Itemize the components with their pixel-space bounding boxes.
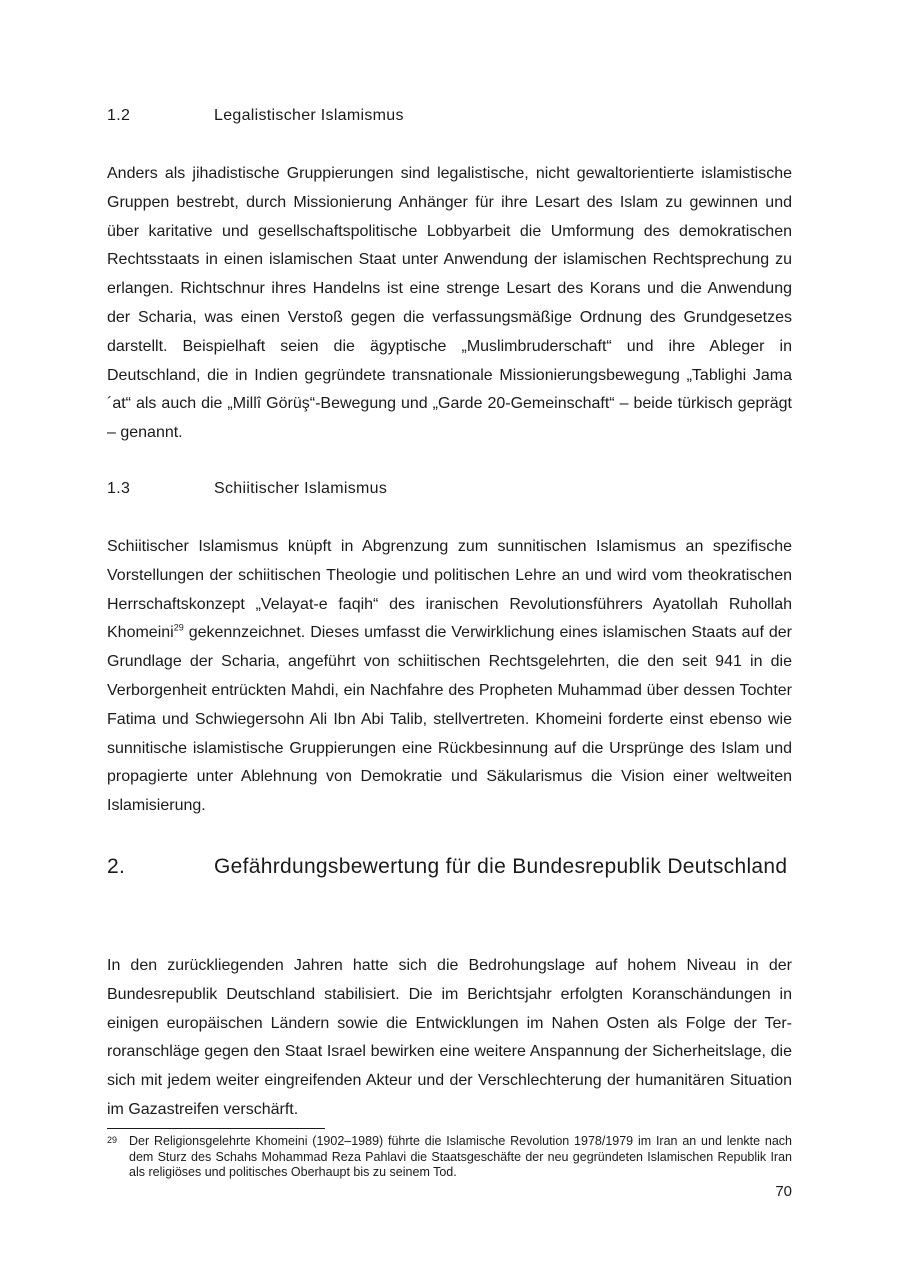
paragraph-threat-assessment: In den zurückliegenden Jahren hatte sich die Bedrohungslage auf hohem Niveau in der Bundesrepublik Deutschland stabilisiert. Die im Berichtsjahr erfolgten Koranschändungen in einigen europäischen Ländern sowie die Entwicklungen im Nahen Osten als Folge der Terroranschläge gegen den Staat Israel bewirken eine weitere Anspannung der Sicherheitslage, die sich mit jedem weiter eingreifenden Akteur und der Verschlechterung der humanitären Situation im Gazastreifen verschärft. xyxy=(107,957,792,1118)
footnote-number: 29 xyxy=(107,1135,118,1145)
section-number: 1.3 xyxy=(107,480,131,497)
section-heading-1-2 xyxy=(107,107,797,125)
section-number: 1.2 xyxy=(107,107,131,124)
footnote-separator xyxy=(107,1128,325,1129)
section-number: 2. xyxy=(107,855,126,878)
section-heading-2 xyxy=(107,849,797,885)
footnote xyxy=(107,1134,792,1181)
paragraph-text: Schiitischer Islamismus knüpft in Abgrenzung zum sunnitischen Islamismus an spezifische Vorstellungen der schiitischen Theologie und politischen Lehre an und wird vom theokratischen Herrschaftskonzept „Velayat-e faqih“ des iranischen Revolutionsführers Ayatollah Ruhollah Khomeini xyxy=(107,538,792,642)
section-title: Legalistischer Islamismus xyxy=(214,107,404,124)
paragraph-text: gekennzeichnet. Dieses umfasst die Verwirklichung eines islamischen Staats auf der Grundlage der Scharia, angeführt von schiitischen Rechtsgelehrten, die den seit 941 in die Verborgenheit entrückten Mahdi, ein Nachfahre des Propheten Muhammad über dessen Tochter Fatima und Schwiegersohn Ali Ibn Abi Talib, stellvertreten. Khomeini forderte einst ebenso wie sunnitische islamistische Gruppierungen eine Rückbesinnung auf die Ursprünge des Islam und propagierte unter Ablehnung von Demokratie und Säkularismus die Vision einer weltweiten Islamisierung. xyxy=(107,624,792,815)
section-title: Gefährdungsbewertung für die Bundesrepublik Deutschland xyxy=(214,855,788,878)
page-number: 70 xyxy=(775,1183,792,1200)
footnote-text: Der Religionsgelehrte Khomeini (1902–1989) führte die Islamische Revolution 1978/1979 im Iran an und lenkte nach dem Sturz des Schahs Mohammad Reza Pahlavi die Staatsgeschäfte der neu gegründeten Islamischen Republik Iran als religiöses und politisches Oberhaupt bis zu seinem Tod. xyxy=(129,1134,792,1179)
footnote-reference[interactable]: 29 xyxy=(173,623,184,634)
paragraph-shiite-islamism xyxy=(107,533,792,821)
section-heading-1-3 xyxy=(107,480,797,498)
paragraph-legalistic-islamism: Anders als jihadistische Gruppierungen sind legalistische, nicht gewaltorientierte islamistische Gruppen bestrebt, durch Missionierung Anhänger für ihre Lesart des Islam zu gewinnen und über karitative und gesellschaftspolitische Lobbyarbeit die Umformung des demokratischen Rechtsstaats in einen islamischen Staat unter Anwendung der islamischen Rechtsprechung zu erlangen. Richtschnur ihres Handelns ist eine strenge Lesart des Korans und die Anwendung der Scharia, was einen Verstoß gegen die verfassungsmäßige Ordnung des Grundgesetzes darstellt. Beispielhaft seien die ägyptische „Muslimbruderschaft“ und ihre Ableger in Deutschland, die in Indien gegründete transnationale Missionierungsbewegung „Tablighi Jama´at“ als auch die „Millî Görüş“-Bewegung und „Garde 20-Gemeinschaft“ – beide türkisch geprägt – genannt. xyxy=(107,165,792,442)
section-title: Schiitischer Islamismus xyxy=(214,480,388,497)
